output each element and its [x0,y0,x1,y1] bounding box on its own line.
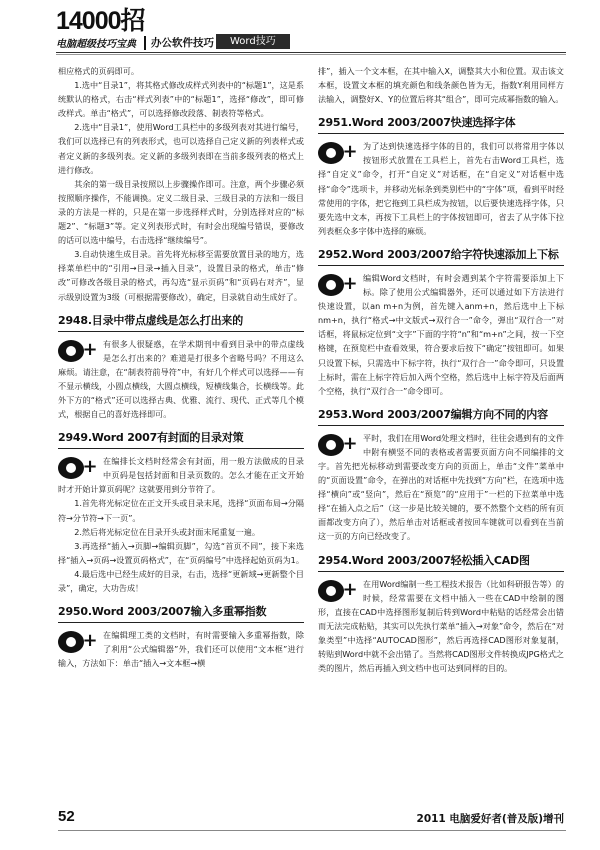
page-number: 52 [58,808,75,825]
section-title-2949: 2949.Word 2007有封面的目录对策 [58,431,304,449]
paragraph: 2.然后将光标定位在目录开头或封面末尾重复一遍。 [74,526,260,537]
section-title-2948: 2948.目录中带点虚线是怎么打出来的 [58,314,304,332]
lead-paragraph [58,337,304,422]
lead-paragraph [58,454,304,496]
tip-plus-icon: + [318,140,360,166]
left-column [58,64,304,670]
lead-text: 在编排长文档时经常会有封面，用一般方法做成的目录中页码是包括封面和目录页数的。怎么才能在正文开始时才开始计算页码呢？这就要用到分节符了。 [58,456,304,495]
tip-plus-icon: + [318,432,360,458]
lead-text: 编辑Word文档时，有时会遇到某个字符需要添加上下标。除了使用公式编辑器外，还可以通过如下方法进行快速设置，以an m+n为例，首先键入anm+n，然后选中上下标nm+n，执行“格式→中文版式→双行合一”命令，弹出“双行合一”对话框，将鼠标定位到“文字”下面的字符“n”和“m+n”之间，按一下空格键，在预览栏中查看效果，符合要求后按下“确定”按钮即可。如果只设置下标，只需选中下标字符，执行“双行合一”命令即可，只设置上标时，需在上标字符后加入两个空格，然后选中上标字符及后面两个空格，执行“双行合一”命令即可。 [318,272,564,396]
tip-plus-icon: + [318,272,360,298]
tip-plus-icon: + [58,455,100,481]
section-title-2951: 2951.Word 2003/2007快速选择字体 [318,116,564,134]
section-title-2950: 2950.Word 2003/2007输入多重幂指数 [58,605,304,623]
logo-number: 14000招 [56,7,145,35]
section-title-2953: 2953.Word 2003/2007编辑方向不同的内容 [318,408,564,426]
logo-subtitle: 电脑超级技巧宝典 [56,39,136,50]
page-header [56,8,566,54]
lead-text: 有很多人很疑惑，在学术期刊中看到目录中的带点虚线是怎么打出来的？难道是打很多个省略号吗？不用这么麻烦。请注意，在“制表符前导符”中，有好几个样式可以选择——有不显示横线，小圆点横线，大圆点横线，短横线集合，长横线等。此外下方的“格式”还可以选择古典、优雅、流行、现代、正式等几个模式，根据自己的喜好选择即可。 [58,338,304,420]
paragraph: 3.再选择“插入→页脚→编辑页脚”，勾选“首页不同”，接下来选择“插入→页码→设置页码格式”，在“页码编号”中选择起始页码为1。 [58,540,304,565]
header-category: 办公软件技巧 [151,37,214,49]
paragraph: 其余的第一级目录按照以上步骤操作即可。注意，两个步骤必须按照顺序操作，不能调换。定义二级目录、三级目录的方法和一级目录的方法是一样的，只是在第一步选择样式时，分别选择对应的“标题2”、“标题3”等。定义列表形式时，有时会出现编号错误，要修改的话可以选中编号，右击选择“继续编号”。 [58,178,304,246]
right-column [318,64,564,675]
tip-plus-icon: + [58,629,100,655]
section-title-2954: 2954.Word 2003/2007轻松插入CAD图 [318,554,564,572]
tip-plus-icon: + [318,578,360,604]
paragraph: 4.最后选中已经生成好的目录，右击，选择“更新域→更新整个目录”，确定，大功告成！ [58,568,304,593]
lead-paragraph [318,577,564,676]
header-rule-thin [56,54,566,55]
paragraph: 2.选中“目录1”，使用Word工具栏中的多级列表对其进行编号，我们可以选择已有的列表形式，也可以选择自己定义新的列表样式或者定义新的多级列表。定义新的多级列表即在当前多级列表的格式上进行修改。 [58,122,304,175]
lead-text: 在用Word编制一些工程技术报告（比如科研报告等）的时候，经常需要在文档中插入一些在CAD中绘制的图形，直接在CAD中选择图形复制后转到Word中粘贴的话经常会出错而无法完成粘贴，其实可以先执行菜单“插入→对象”命令，然后在“对象类型”中选择“AUTOCAD图形”，然后再选择CAD图形对象复制，转贴到Word中就不会出错了。当然将CAD图形文件转换成JPG格式之类的图片，然后再插入到文档中也可达到同样的目的。 [318,578,565,674]
lead-paragraph [318,271,564,398]
header-tab: Word技巧 [216,34,290,49]
lead-text: 平时，我们在用Word处理文档时，往往会遇到有的文件中附有横竖不同的表格或者需要页面方向不同编排的文字。首先把光标移动到需要改变方向的页面上，单击“文件”菜单中的“页面设置”命令，在弹出的对话框中先找到“方向”栏，在选项中选择“横向”或“竖向”，然后在“预览”的“应用于”一栏的下拉菜单中选择“在插入点之后”（这一步是比较关键的，要不然整个文档的所有页面都改变方向了），然后单击对话框或者按回车键就可以看到在当前这一页的方向已经改变了。 [318,432,564,542]
paragraph: 3.自动快速生成目录。首先将光标移至需要放置目录的地方，选择菜单栏中的“引用→目录→插入目录”，设置目录的格式，单击“修改”可修改各级目录的格式，再勾选“显示页码”和“页码右对齐”，显示级别设置为3级（可根据需要修改），确定，目录就自动生成好了。 [58,249,304,302]
publication-name: 2011 电脑爱好者(普及版)增刊 [416,813,564,825]
header-rule [56,52,566,53]
paragraph: 相应格式的页码即可。 [58,66,139,76]
paragraph: 1.选中“目录1”，将其格式修改成样式列表中的“标题1”，这是系统默认的格式，右击“样式列表”中的“标题1”，选择“修改”，即可修改样式。单击“格式”，可以选择修改段落、制表符等格式。 [58,80,304,119]
header-divider [144,36,146,50]
paragraph: 1.首先将光标定位在正文开头或目录末尾，选择“页面布局→分隔符→分节符→下一页”。 [58,498,304,523]
lead-paragraph [318,139,564,238]
footer-rule [58,830,566,831]
paragraph: 排”，插入一个文本框，在其中输入X，调整其大小和位置。双击该文本框，设置文本框的填充颜色和线条颜色皆为无，指数Y利用同样方法输入，调整好X、Y的位置后将其“组合”，即可完成幂指数的输入。 [318,66,564,105]
lead-text: 为了达到快速选择字体的目的，我们可以将常用字体以按钮形式放置在工具栏上，首先右击Word工具栏，选择“自定义”命令，打开“自定义”对话框，在“自定义”对话框中选择“命令”选项卡，并移动光标条到类别栏中的“字体”项，看到平时经常使用的字体，把它拖到工具栏成为按钮，以后要快速选择字体，只要先选中文本，再按下工具栏上的字体按钮即可，省去了从字体下拉列表框众多字体中选择的麻烦。 [318,141,564,236]
lead-text: 在编辑理工类的文档时，有时需要输入多重幂指数，除了利用“公式编辑器”外，我们还可以使用“文本框”进行输入，方法如下：单击“插入→文本框→横 [58,630,304,669]
lead-paragraph [58,628,304,670]
lead-paragraph [318,431,564,544]
tip-plus-icon: + [58,338,100,364]
section-title-2952: 2952.Word 2003/2007给字符快速添加上下标 [318,248,564,266]
